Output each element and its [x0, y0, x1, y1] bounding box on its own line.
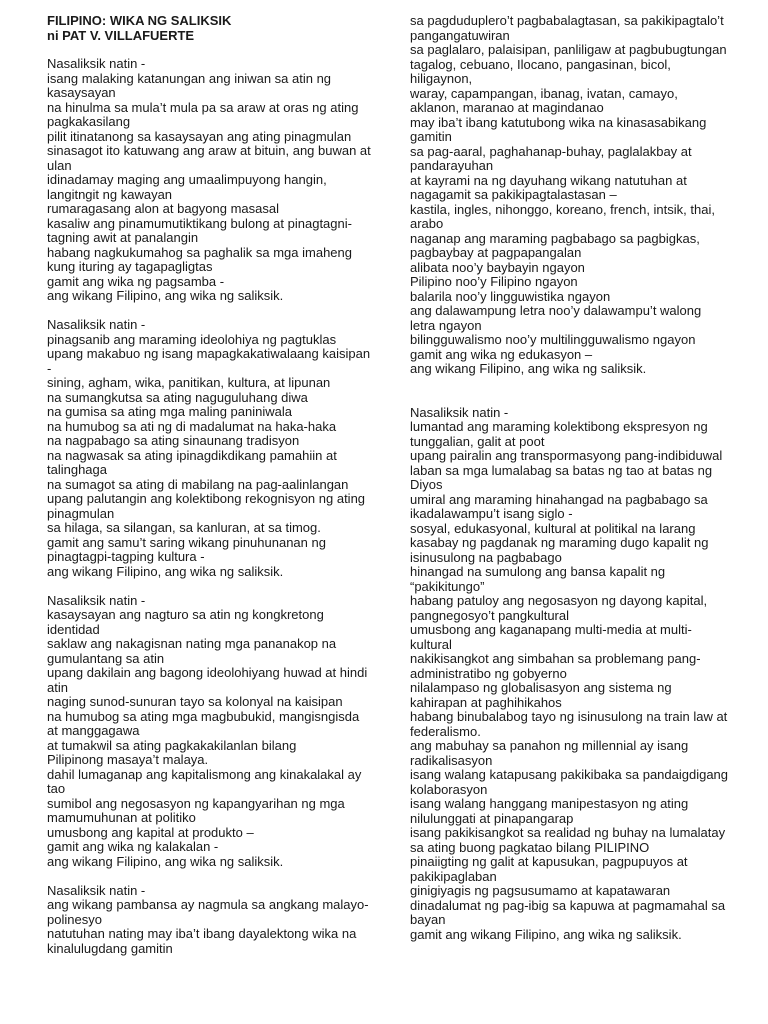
left-stanza-container: [47, 57, 373, 956]
stanza-line: natutuhan nating may iba’t ibang dayalektong wika na kinalulugdang gamitin: [47, 926, 357, 956]
right-column: [410, 14, 730, 957]
stanza-line: gamit ang wika ng kalakalan -: [47, 839, 219, 854]
stanza-heading: Nasaliksik natin -: [47, 882, 146, 898]
stanza-line: pangnegosyo’t pangkultural: [410, 607, 570, 623]
stanza-line: isang walang katapusang pakikibaka sa pandaigdigang kolaborasyon: [410, 767, 729, 797]
stanza-line: saklaw ang nakagisnan nating mga pananakop na gumulantang sa atin: [47, 636, 337, 666]
stanza-line: kasaliw ang pinamumutiktikang bulong at pinagtagni-tagning awit at panalangin: [47, 215, 352, 245]
stanza-line: ginigiyagis ng pagsusumamo at kapatawaran: [410, 883, 671, 898]
title-spacer: [47, 43, 373, 57]
stanza-line: ang dalawampung letra noo’y dalawampu’t walong letra ngayon: [410, 303, 702, 333]
stanza-line: waray, capampangan, ibanag, ivatan, camayo, aklanon, maranao at magindanao: [410, 85, 678, 115]
stanza: [47, 594, 373, 870]
stanza-line: tagalog, cebuano, Ilocano, pangasinan, bicol, hiligaynon,: [410, 56, 671, 86]
stanza-heading: Nasaliksik natin -: [410, 404, 509, 420]
stanza-line: naging sunod-sunuran tayo sa kolonyal na kaisipan: [47, 694, 343, 709]
left-column: [47, 14, 373, 971]
stanza-line: na hinulma sa mula’t mula pa sa araw at oras ng ating pagkakasilang: [47, 99, 359, 129]
stanza: [47, 57, 373, 304]
stanza-line: gamit ang wika ng edukasyon –: [410, 346, 593, 362]
stanza-line: lumantad ang maraming kolektibong ekspresyon ng tunggalian, galit at poot: [410, 419, 708, 449]
stanza-line: isang malaking katanungan ang iniwan sa atin ng kasaysayan: [47, 70, 332, 100]
stanza-line: at kayrami na ng dayuhang wikang natutuhan at nagagamit sa pakikipagtalastasan –: [410, 172, 687, 202]
stanza-line: upang dakilain ang bagong ideolohiyang huwad at hindi atin: [47, 665, 368, 695]
stanza: [410, 406, 730, 943]
stanza-line: na nagwasak sa ating ipinagdikdikang pamahiin at talinghaga: [47, 447, 337, 477]
stanza-line: upang pairalin ang transpormasyong pang-indibiduwal: [410, 448, 723, 463]
stanza-line: balarila noo’y lingguwistika ngayon: [410, 288, 611, 304]
stanza-heading: Nasaliksik natin -: [47, 592, 146, 608]
stanza-line: isang pakikisangkot sa realidad ng buhay na lumalatay: [410, 825, 726, 840]
stanza-line: pinaiigting ng galit at kapusukan, pagpupuyos at pakikipaglaban: [410, 854, 688, 884]
stanza-line: ang wikang Filipino, ang wika ng saliksik.: [47, 563, 284, 579]
stanza-line: sa ating buong pagkatao bilang PILIPINO: [410, 839, 650, 855]
stanza-line: sumibol ang negosasyon ng kapangyarihan ng mga mamumuhunan at politiko: [47, 795, 345, 825]
stanza-line: umusbong ang kapital at produkto –: [47, 824, 254, 840]
stanza-line: sa hilaga, sa silangan, sa kanluran, at sa timog.: [47, 520, 321, 535]
stanza-line: na gumisa sa ating mga maling paniniwala: [47, 404, 292, 419]
stanza-line: alibata noo’y baybayin ngayon: [410, 259, 585, 275]
stanza-line: ang wikang pambansa ay nagmula sa angkang malayo-polinesyo: [47, 897, 369, 927]
stanza-line: sa pag-aaral, paghahanap-buhay, paglalakbay at pandarayuhan: [410, 143, 692, 173]
stanza-line: upang makabuo ng isang mapagkakatiwalaang kaisipan -: [47, 346, 371, 376]
stanza-line: isang walang hanggang manipestasyon ng ating nilulunggati at pinapangarap: [410, 796, 689, 826]
stanza-heading: Nasaliksik natin -: [47, 56, 146, 71]
stanza-line: kasaysayan ang nagturo sa atin ng kongkretong identidad: [47, 607, 324, 637]
stanza-line: sosyal, edukasyonal, kultural at politikal na larang: [410, 520, 696, 536]
stanza-line: rumaragasang alon at bagyong masasal: [47, 201, 279, 216]
stanza-line: kasabay ng pagdanak ng maraming dugo kapalit ng isinusulong na pagbabago: [410, 535, 709, 565]
stanza-line: na sumagot sa ating di mabilang na pag-aalinlangan: [47, 476, 349, 492]
stanza-line: ikadalawampu’t isang siglo -: [410, 506, 573, 521]
stanza-line: gamit ang wika ng pagsamba -: [47, 273, 225, 289]
stanza-line: umiral ang maraming hinahangad na pagbabago sa: [410, 491, 708, 507]
document-author: ni PAT V. VILLAFUERTE: [47, 27, 195, 43]
stanza-line: gamit ang wikang Filipino, ang wika ng saliksik.: [410, 926, 682, 942]
stanza-line: sining, agham, wika, panitikan, kultura, at lipunan: [47, 375, 331, 390]
document-title: FILIPINO: WIKA NG SALIKSIK: [47, 13, 232, 28]
stanza-line: habang patuloy ang negosasyon ng dayong kapital,: [410, 593, 708, 608]
stanza-line: habang nagkukumahog sa paghalik sa mga imaheng kung ituring ay tagapagligtas: [47, 244, 352, 274]
stanza-line: upang palutangin ang kolektibong rekognisyon ng ating pinagmulan: [47, 491, 366, 521]
stanza-line: may iba’t ibang katutubong wika na kinasasabikang gamitin: [410, 114, 707, 144]
stanza-line: ang wikang Filipino, ang wika ng saliksik.: [410, 361, 647, 376]
stanza-line: ang wikang Filipino, ang wika ng saliksik.: [47, 853, 284, 869]
stanza: [47, 318, 373, 579]
right-stanza-container: [410, 14, 730, 942]
stanza-line: pinagsanib ang maraming ideolohiya ng pagtuklas: [47, 331, 337, 347]
stanza-line: nilalampaso ng globalisasyon ang sistema ng kahirapan at paghihikahos: [410, 680, 672, 710]
stanza-line: habang binubalabog tayo ng isinusulong na train law at federalismo.: [410, 709, 728, 739]
stanza: [47, 884, 373, 957]
stanza-line: ang wikang Filipino, ang wika ng saliksik.: [47, 288, 284, 303]
stanza-line: kastila, ingles, nihonggo, koreano, french, intsik, thai, arabo: [410, 201, 715, 231]
stanza-line: gamit ang samu’t saring wikang pinuhunanan ng pinagtagpi-tagping kultura -: [47, 534, 326, 564]
stanza-line: Pilipino noo’y Filipino ngayon: [410, 274, 578, 289]
stanza-line: na nagpabago sa ating sinaunang tradisyon: [47, 433, 300, 448]
stanza: [410, 14, 730, 377]
stanza-line: sinasagot ito katuwang ang araw at bituin, ang buwan at ulan: [47, 143, 371, 173]
stanza-heading: Nasaliksik natin -: [47, 317, 146, 332]
stanza-line: naganap ang maraming pagbabago sa pagbigkas, pagbaybay at pagpapangalan: [410, 230, 700, 260]
stanza-line: bilingguwalismo noo’y multilingguwalismo ngayon: [410, 332, 696, 347]
stanza-line: na sumangkutsa sa ating naguguluhang diwa: [47, 389, 308, 405]
stanza-line: hinangad na sumulong ang bansa kapalit ng “pakikitungo”: [410, 564, 666, 594]
stanza-line: nakikisangkot ang simbahan sa problemang pang-administratibo ng gobyerno: [410, 651, 701, 681]
stanza-line: Pilipinong masaya’t malaya.: [47, 752, 209, 767]
stanza-line: dahil lumaganap ang kapitalismong ang kinakalakal ay tao: [47, 766, 362, 796]
stanza-line: umusbong ang kaganapang multi-media at multi-kultural: [410, 622, 692, 652]
stanza-line: sa pagduduplero’t pagbabalagtasan, sa pakikipagtalo’t pangangatuwiran: [410, 13, 724, 43]
stanza-line: ang mabuhay sa panahon ng millennial ay isang radikalisasyon: [410, 738, 689, 768]
stanza-line: pilit itinatanong sa kasaysayan ang ating pinagmulan: [47, 128, 352, 144]
stanza-line: laban sa mga lumalabag sa batas ng tao at batas ng Diyos: [410, 462, 713, 492]
stanza-line: dinadalumat ng pag-ibig sa kapuwa at pagmamahal sa bayan: [410, 897, 726, 927]
stanza-line: at tumakwil sa ating pagkakakilanlan bilang: [47, 737, 297, 753]
stanza-line: na humubog sa ati ng di madalumat na haka-haka: [47, 418, 337, 434]
stanza-line: sa paglalaro, palaisipan, panliligaw at pagbubugtungan: [410, 42, 727, 57]
stanza-line: na humubog sa ating mga magbubukid, mangisngisda at manggagawa: [47, 708, 360, 738]
stanza-line: idinadamay maging ang umaalimpuyong hangin, langitngit ng kawayan: [47, 172, 327, 202]
